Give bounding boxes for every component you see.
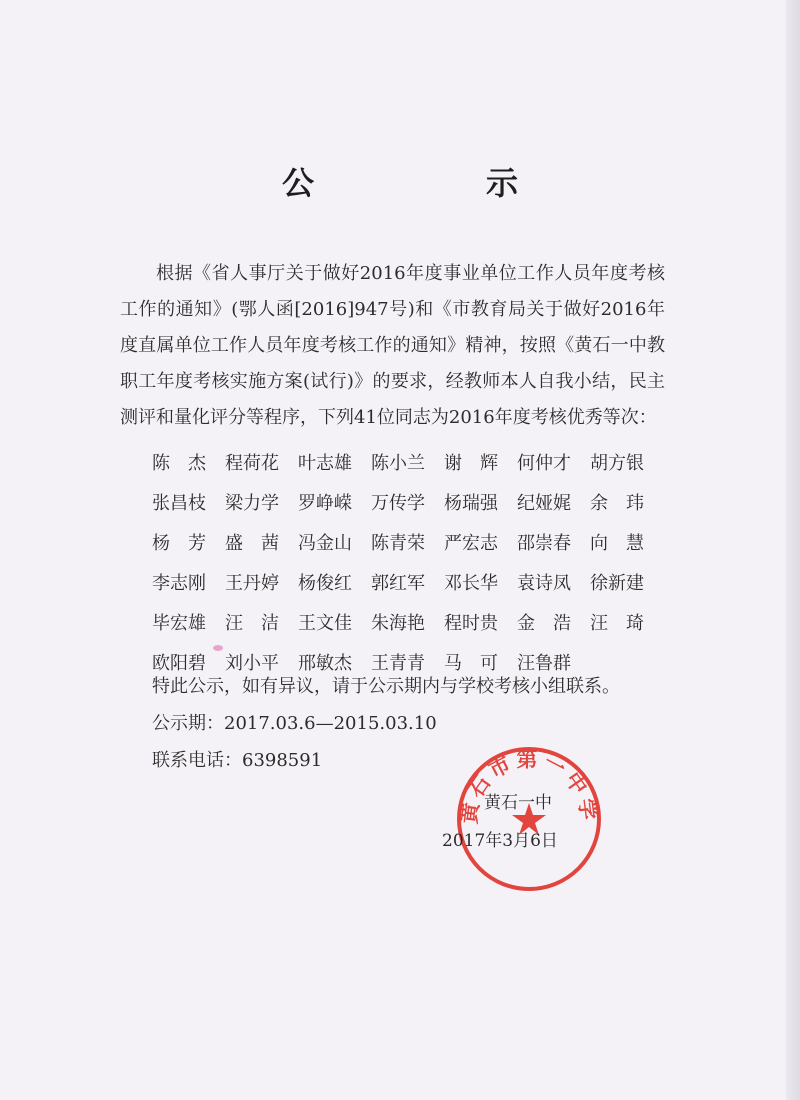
person-name: 严宏志 bbox=[444, 533, 498, 554]
body-paragraph: 根据《省人事厅关于做好2016年度事业单位工作人员年度考核工作的通知》(鄂人函[2016]947号)和《市教育局关于做好2016年度直属单位工作人员年度考核工作的通知》精神，按照《黄石一中教职工年度考核实施方案(试行)》的要求，经教师本人自我小结，民主测评和量化评分等程序，下列41位同志为2016年度考核优秀等次： bbox=[120, 263, 665, 428]
person-name: 谢 辉 bbox=[444, 453, 498, 474]
person-name: 万传学 bbox=[371, 493, 425, 514]
person-name: 毕宏雄 bbox=[152, 613, 206, 634]
name-row bbox=[152, 446, 672, 482]
person-name: 纪娅娓 bbox=[517, 493, 571, 514]
person-name: 向 慧 bbox=[590, 533, 644, 554]
person-name: 程时贵 bbox=[444, 613, 498, 634]
person-name: 欧阳碧 bbox=[152, 653, 206, 674]
contact-phone: 联系电话：6398591 bbox=[152, 750, 323, 771]
person-name: 杨俊红 bbox=[298, 573, 352, 594]
person-name: 陈小兰 bbox=[371, 453, 425, 474]
person-name: 王文佳 bbox=[298, 613, 352, 634]
person-name: 余 玮 bbox=[590, 493, 644, 514]
svg-text:黄石市第一中学: 黄石市第一中学 bbox=[456, 747, 602, 826]
person-name: 盛 茜 bbox=[225, 533, 279, 554]
person-name: 郭红军 bbox=[371, 573, 425, 594]
person-name: 叶志雄 bbox=[298, 453, 352, 474]
person-name: 汪 洁 bbox=[225, 613, 279, 634]
person-name: 冯金山 bbox=[298, 533, 352, 554]
name-list bbox=[152, 446, 672, 686]
person-name: 汪鲁群 bbox=[517, 653, 571, 674]
publicity-period: 公示期：2017.03.6—2015.03.10 bbox=[152, 713, 437, 734]
person-name: 王青青 bbox=[371, 653, 425, 674]
person-name: 朱海艳 bbox=[371, 613, 425, 634]
notice-text: 特此公示，如有异议，请于公示期内与学校考核小组联系。 bbox=[152, 676, 620, 697]
person-name: 邢敏杰 bbox=[298, 653, 352, 674]
person-name: 李志刚 bbox=[152, 573, 206, 594]
person-name: 汪 琦 bbox=[590, 613, 644, 634]
person-name: 胡方银 bbox=[590, 453, 644, 474]
document-title: 公 示 bbox=[281, 164, 588, 202]
person-name: 杨瑞强 bbox=[444, 493, 498, 514]
person-name: 梁力学 bbox=[225, 493, 279, 514]
person-name: 陈 杰 bbox=[152, 453, 206, 474]
person-name: 袁诗凤 bbox=[517, 573, 571, 594]
pink-ink-mark bbox=[213, 645, 223, 651]
person-name: 张昌枝 bbox=[152, 493, 206, 514]
name-row bbox=[152, 606, 672, 642]
name-row bbox=[152, 566, 672, 602]
person-name: 邵崇春 bbox=[517, 533, 571, 554]
person-name: 刘小平 bbox=[225, 653, 279, 674]
person-name: 陈青荣 bbox=[371, 533, 425, 554]
person-name: 金 浩 bbox=[517, 613, 571, 634]
name-row bbox=[152, 486, 672, 522]
name-row bbox=[152, 526, 672, 562]
signature-organization: 黄石一中 bbox=[484, 793, 552, 813]
person-name: 王丹婷 bbox=[225, 573, 279, 594]
signature-date: 2017年3月6日 bbox=[442, 831, 558, 851]
person-name: 程荷花 bbox=[225, 453, 279, 474]
person-name: 徐新建 bbox=[590, 573, 644, 594]
person-name: 邓长华 bbox=[444, 573, 498, 594]
person-name: 杨 芳 bbox=[152, 533, 206, 554]
person-name: 罗峥嵘 bbox=[298, 493, 352, 514]
school-seal bbox=[455, 745, 603, 893]
person-name: 何仲才 bbox=[517, 453, 571, 474]
person-name: 马 可 bbox=[444, 653, 498, 674]
